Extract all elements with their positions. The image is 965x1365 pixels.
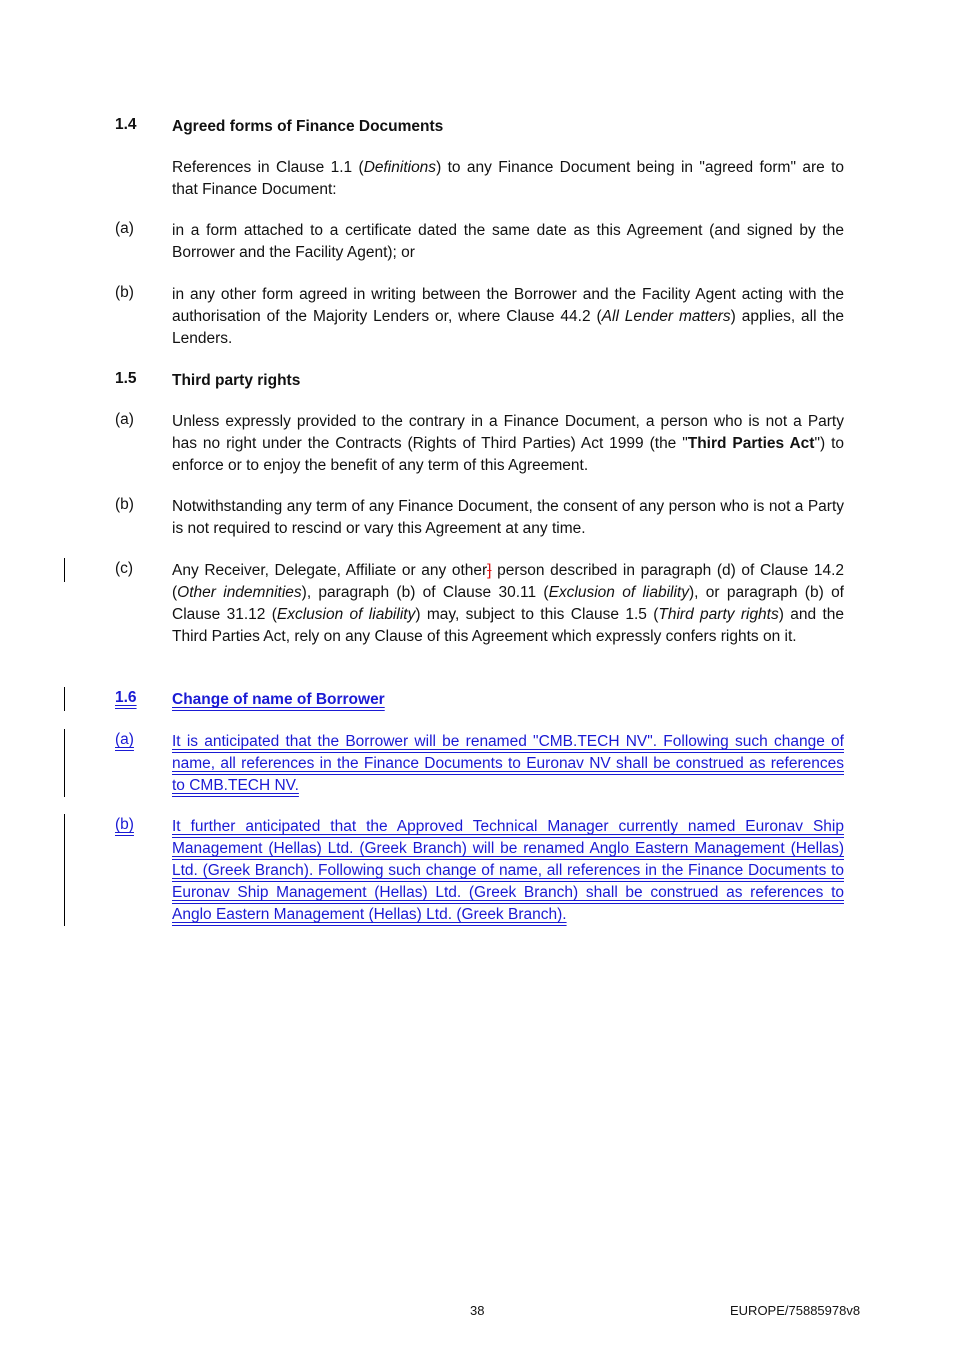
paragraph-label: (b) [115, 284, 134, 301]
change-bar [64, 814, 65, 926]
paragraph-text: in a form attached to a certificate dated the same date as this Agreement (and signed by the Borrower and the Facility Agent); or [172, 222, 844, 261]
paragraph-text: Unless expressly provided to the contrary in a Finance Document, a person who is not a Party has no right under the Contracts (Rights of Third Parties) Act 1999 (the "Third Parties Act") to enforce or to enjoy the benefit of any term of this Agreement. [172, 413, 844, 474]
clause-number: 1.4 [115, 116, 137, 133]
paragraph-text: Any Receiver, Delegate, Affiliate or any other] person described in paragraph (d) of Clause 14.2 (Other indemnities), paragraph (b) of Clause 30.11 (Exclusion of liability), or paragraph (b) of Clause 31.12 (Exclusion of liability) may, subject to this Clause 1.5 (Third party rights) and the Third Parties Act, rely on any Clause of this Agreement which expressly confers rights on it. [172, 562, 844, 645]
paragraph-label: (b) [115, 496, 134, 513]
paragraph-text: It is anticipated that the Borrower will be renamed "CMB.TECH NV". Following such change of name, all references in the Finance Documents to Euronav NV shall be construed as references to CMB.TECH NV. [172, 733, 844, 794]
paragraph-text: in any other form agreed in writing between the Borrower and the Facility Agent acting with the authorisation of the Majority Lenders or, where Clause 44.2 (All Lender matters) applies, all the Lenders. [172, 286, 845, 347]
change-bar [64, 558, 65, 582]
paragraph-text: It further anticipated that the Approved Technical Manager currently named Euronav Ship Management (Hellas) Ltd. (Greek Branch) will be renamed Anglo Eastern Management (Hellas) Ltd. (Greek Branch). Following such change of name, all references in the Finance Documents to Euronav Ship Management (Hellas) Ltd. (Greek Branch) shall be construed as references to Anglo Eastern Management (Hellas) Ltd. (Greek Branch). [172, 818, 844, 923]
change-bar [64, 687, 65, 711]
paragraph-label: (c) [115, 560, 134, 577]
tracked-deletion: ] [487, 562, 492, 579]
clause-number: 1.6 [115, 689, 137, 706]
clause-title: Change of name of Borrower [172, 691, 385, 708]
page-number: 38 [470, 1303, 485, 1318]
paragraph-label: (a) [115, 731, 134, 748]
clause-title: Agreed forms of Finance Documents [172, 118, 444, 135]
paragraph-text: References in Clause 1.1 (Definitions) to any Finance Document being in "agreed form" are to that Finance Document: [172, 159, 845, 198]
paragraph-label: (a) [115, 220, 134, 237]
paragraph-label: (b) [115, 816, 134, 833]
paragraph-label: (a) [115, 411, 134, 428]
paragraph-text: Notwithstanding any term of any Finance Document, the consent of any person who is not a Party is not required to rescind or vary this Agreement at any time. [172, 498, 844, 537]
document-reference: EUROPE/75885978v8 [730, 1303, 861, 1318]
clause-title: Third party rights [172, 372, 301, 389]
change-bar [64, 729, 65, 797]
clause-number: 1.5 [115, 370, 137, 387]
